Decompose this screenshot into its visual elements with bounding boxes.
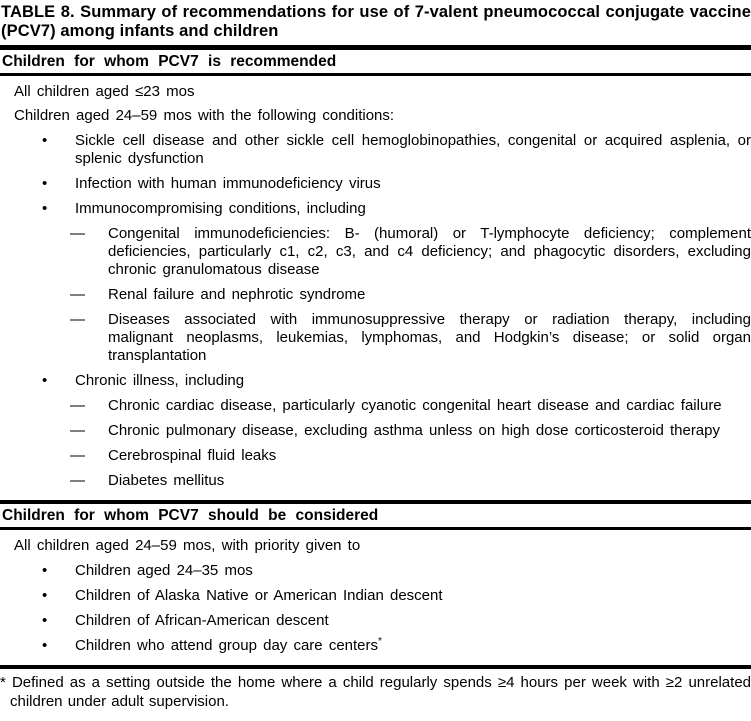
list-item-text: Children of Alaska Native or American Indian descent — [75, 587, 443, 604]
list-item-text — [75, 637, 382, 654]
bullet-icon: • — [42, 587, 48, 604]
list-item-text: All children aged ≤23 mos — [14, 83, 195, 100]
bullet-icon: • — [42, 132, 48, 149]
bullet-icon: • — [42, 637, 48, 654]
list-item — [0, 83, 751, 101]
list-item — [0, 132, 751, 168]
list-item-text: Children aged 24–59 mos with the following conditions: — [14, 107, 395, 124]
list-item — [0, 200, 751, 218]
table-title: TABLE 8. Summary of recommendations for use of 7-valent pneumococcal conjugate vaccine (PCV7) among infants and children — [1, 3, 751, 40]
footnote-marker: * — [0, 674, 6, 691]
dash-icon: — — [70, 422, 85, 439]
dash-icon: — — [70, 286, 85, 303]
list-item-text: Sickle cell disease and other sickle cell hemoglobinopathies, congenital or acquired asplenia, or splenic dysfunction — [75, 132, 751, 167]
list-item — [0, 175, 751, 193]
list-item — [0, 447, 751, 465]
list-item — [0, 422, 751, 440]
list-item-text-main: Children who attend group day care centers — [75, 637, 379, 654]
bullet-icon: • — [42, 562, 48, 579]
section-header-considered: Children for whom PCV7 should be considered — [2, 507, 379, 524]
bullet-icon: • — [42, 200, 48, 217]
bullet-icon: • — [42, 372, 48, 389]
list-item-text: Chronic pulmonary disease, excluding asthma unless on high dose corticosteroid therapy — [108, 422, 720, 439]
list-item — [0, 562, 751, 580]
list-item-text: Chronic illness, including — [75, 372, 245, 389]
list-item-text: Congenital immunodeficiencies: B- (humoral) or T-lymphocyte deficiency; complement deficiencies, particularly c1, c2, c3, and c4 deficiency; and phagocytic disorders, excluding chronic granulomatous disease — [108, 225, 751, 278]
footnote-text: Defined as a setting outside the home where a child regularly spends ≥4 hours per week with ≥2 unrelated children under adult supervision. — [10, 674, 751, 710]
list-item-text: Chronic cardiac disease, particularly cyanotic congenital heart disease and cardiac failure — [108, 397, 722, 414]
dash-icon: — — [70, 447, 85, 464]
list-item-text: All children aged 24–59 mos, with priority given to — [14, 537, 361, 554]
list-item — [0, 225, 751, 279]
list-item — [0, 107, 751, 125]
section-header-recommended: Children for whom PCV7 is recommended — [2, 53, 337, 70]
list-item — [0, 587, 751, 605]
dash-icon: — — [70, 472, 85, 489]
list-item-text: Children of African-American descent — [75, 612, 329, 629]
list-item — [0, 637, 751, 655]
footnote-reference-mark: * — [378, 636, 382, 647]
list-item — [0, 311, 751, 365]
bullet-icon: • — [42, 612, 48, 629]
list-item-text: Renal failure and nephrotic syndrome — [108, 286, 366, 303]
list-item — [0, 397, 751, 415]
footnote — [0, 669, 751, 713]
list-item — [0, 372, 751, 390]
list-item-text: Diabetes mellitus — [108, 472, 225, 489]
dash-icon: — — [70, 225, 85, 242]
section-body-considered — [0, 530, 751, 665]
list-item — [0, 472, 751, 490]
bullet-icon: • — [42, 175, 48, 192]
list-item-text: Diseases associated with immunosuppressive therapy or radiation therapy, including malignant neoplasms, leukemias, lymphomas, and Hodgkin’s disease; or solid organ transplantation — [108, 311, 751, 364]
list-item — [0, 537, 751, 555]
list-item — [0, 612, 751, 630]
list-item-text: Immunocompromising conditions, including — [75, 200, 366, 217]
section-body-recommended — [0, 76, 751, 500]
dash-icon: — — [70, 397, 85, 414]
list-item — [0, 286, 751, 304]
list-item-text: Cerebrospinal fluid leaks — [108, 447, 277, 464]
list-item-text: Children aged 24–35 mos — [75, 562, 253, 579]
dash-icon: — — [70, 311, 85, 328]
list-item-text: Infection with human immunodeficiency virus — [75, 175, 381, 192]
